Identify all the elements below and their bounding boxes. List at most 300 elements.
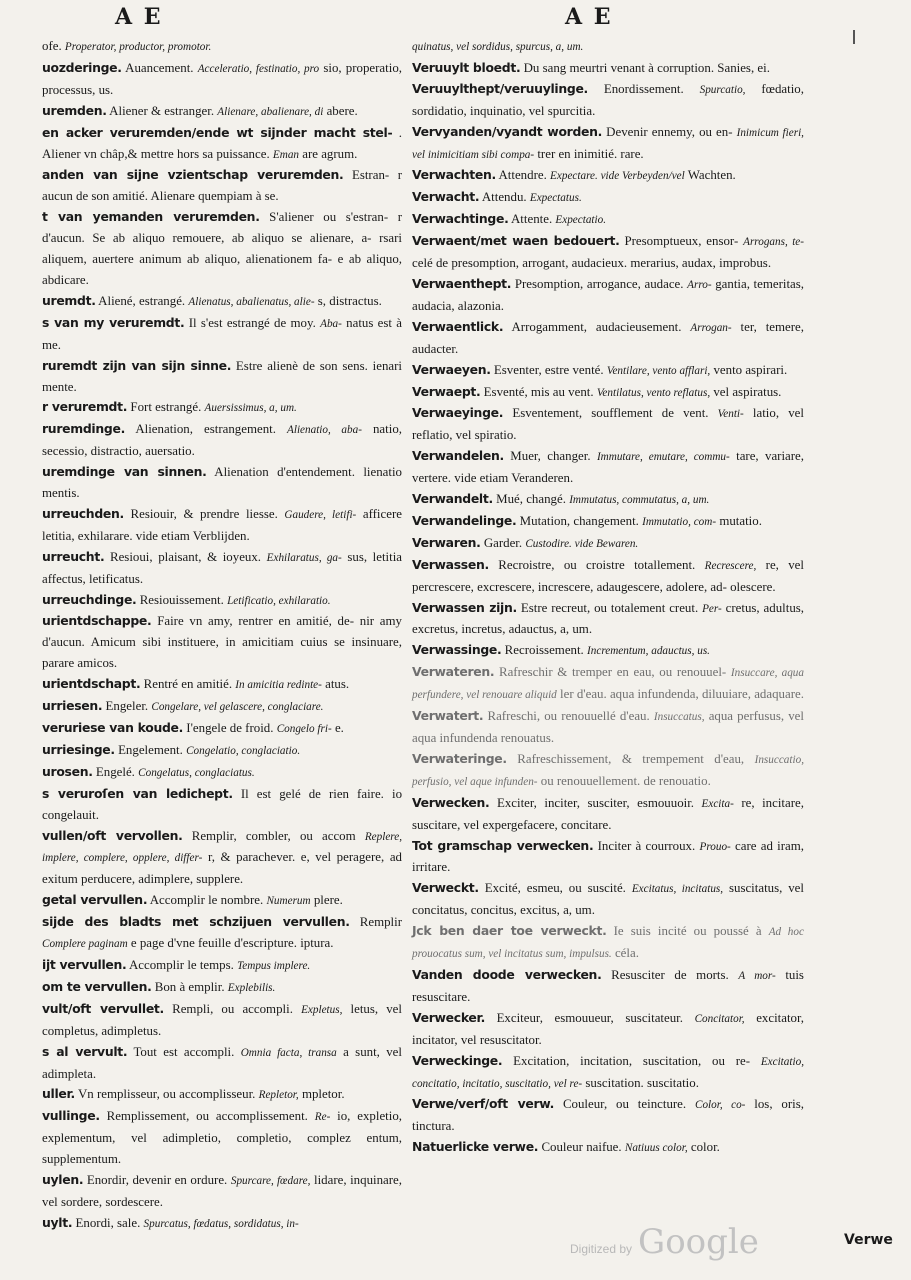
latin-gloss: Alienare, abalienare, di: [217, 105, 324, 118]
headword: urriesen.: [42, 698, 103, 714]
latin-gloss: Ad hoc prouocatus sum, vel incitatus sum, impulsus.: [412, 926, 804, 961]
continuation: vento aspirari.: [713, 362, 788, 377]
dictionary-entry: [42, 313, 402, 356]
continuation: excitator, incitator, vel resuscitator.: [412, 1010, 804, 1047]
headword: vult/oft vervullet.: [42, 1000, 164, 1016]
french-gloss: Mué, changé.: [496, 492, 566, 507]
latin-gloss: Alienatus, abalienatus, alie-: [188, 295, 315, 308]
continuation: trer en inimitié.: [537, 146, 618, 161]
continuation: suscitatio.: [647, 1075, 699, 1090]
dictionary-entry: [42, 1170, 402, 1213]
french-gloss: Arrogamment, audacieusement.: [511, 319, 682, 334]
headword: Verweckinge.: [412, 1052, 503, 1068]
dictionary-entry: [412, 662, 804, 706]
headword: urientdschappe.: [42, 613, 152, 629]
french-gloss: S'aliener ou s'estran-: [269, 210, 389, 225]
latin-gloss: Custodire. vide Bewaren.: [525, 537, 639, 550]
french-gloss: Rafreschir & tremper en eau, ou renouuel-: [498, 665, 727, 680]
continuation: e, vel peragere, ad exitum perducere, adimplere, supplere.: [42, 850, 402, 887]
dictionary-entry: [412, 640, 804, 662]
french-gloss: Exciteur, esmouueur, suscitateur.: [496, 1010, 683, 1025]
continuation: e page d'vne feuille d'escripture.: [130, 936, 297, 951]
latin-gloss: Expectatio.: [555, 214, 607, 227]
dictionary-entry: [412, 231, 804, 274]
headword: Verwe/verf/oft verw.: [412, 1096, 555, 1112]
continuation: afficere letitia, exhilarare. vide etiam Verblijden.: [42, 506, 402, 543]
continuation: plere.: [313, 893, 343, 908]
dictionary-entry: [42, 718, 402, 740]
continuation: céla.: [614, 946, 639, 961]
continuation: gantia, temeritas, audacia, alazonia.: [412, 276, 805, 313]
headword: Vervyanden/vyandt worden.: [412, 123, 603, 139]
dictionary-entry: [42, 397, 402, 419]
right-column: [412, 36, 804, 1159]
latin-gloss: Acceleratio, festinatio, pro: [197, 62, 320, 75]
headword: sijde des bladts met schzijuen vervullen.: [42, 914, 350, 930]
french-gloss: Auancement.: [125, 60, 194, 75]
continuation: Wachten.: [687, 168, 736, 183]
french-gloss: Resiouissement.: [139, 592, 224, 607]
headword: Verwatert.: [412, 708, 484, 724]
headword: om te vervullen.: [42, 978, 152, 994]
continuation: mutatio.: [719, 513, 762, 528]
french-gloss: Fort estrangé.: [130, 400, 202, 415]
dictionary-entry: [42, 740, 402, 762]
continuation: r d'aucun. Se ab aliquo remouere, ab aliquo se alienare, a-: [42, 210, 402, 246]
latin-gloss: In amicitia redinte-: [235, 679, 322, 692]
french-gloss: Alienation d'entendement.: [214, 465, 355, 480]
headword: urosen.: [42, 763, 93, 779]
french-gloss: Engeler.: [105, 699, 149, 714]
continuation: merarius, audax, improbus.: [630, 256, 772, 271]
headword: urreuchdinge.: [42, 591, 137, 607]
latin-gloss: Re-: [314, 1111, 331, 1124]
dictionary-entry: [412, 382, 804, 404]
headword: uylt.: [42, 1214, 73, 1230]
dictionary-entry: [412, 489, 804, 511]
continuation: rare.: [620, 146, 644, 161]
headword: vullen/oft vervollen.: [42, 827, 183, 843]
continuation: cuius se insinuare, parare amicos.: [42, 635, 402, 671]
dictionary-entry: [42, 977, 402, 999]
dictionary-entry: [42, 826, 402, 891]
latin-gloss: quinatus, vel sordidus, spurcus, a, um.: [412, 41, 584, 53]
french-gloss: Rentré en amitié.: [143, 677, 233, 692]
continuation: care ad iram, irritare.: [412, 838, 804, 875]
headword: uller.: [42, 1086, 75, 1102]
french-gloss: Devenir ennemy, ou en-: [606, 124, 733, 139]
headword: uozderinge.: [42, 59, 122, 75]
french-gloss: Rafreschissement, & trempement d'eau,: [517, 751, 745, 766]
continuation: io, expletio, explementum, vel adimpletio, completio, complez: [42, 1109, 402, 1146]
latin-gloss: Incrementum, adauctus, us.: [587, 645, 710, 658]
dictionary-entry: [42, 207, 402, 291]
headword: Verwandelt.: [412, 491, 493, 507]
french-gloss: Vn remplisseur, ou accomplisseur.: [77, 1087, 256, 1102]
headword: Verwaept.: [412, 383, 481, 399]
continuation: e ab aliquo, abdicare.: [42, 252, 402, 287]
french-gloss: . Aliener vn châp,& mettre hors sa puissance.: [42, 125, 402, 161]
dictionary-entry: [412, 274, 804, 317]
dictionary-entry: [412, 836, 804, 879]
continuation: s, distractus.: [317, 293, 382, 308]
headword: uremdinge van sinnen.: [42, 464, 207, 480]
latin-gloss: Spurcare, fœdare,: [230, 1175, 311, 1188]
headword: Verwandelinge.: [412, 512, 517, 528]
french-gloss: Garder.: [483, 535, 523, 550]
latin-gloss: Gaudere, letifi-: [284, 508, 357, 521]
french-gloss: Estre recreut, ou totalement creut.: [520, 600, 699, 615]
continuation: tuis resuscitare.: [412, 967, 804, 1004]
headword: uremden.: [42, 102, 107, 118]
continuation: sus, letitia affectus, letificatus.: [42, 549, 403, 586]
latin-gloss: Excita-: [701, 797, 734, 810]
continuation: e.: [334, 721, 344, 735]
dictionary-entry: [42, 784, 402, 826]
latin-gloss: Explebilis.: [227, 981, 276, 994]
dictionary-entry: [42, 912, 402, 955]
running-head-right: A E: [565, 4, 613, 30]
dictionary-entry: [412, 58, 804, 79]
french-gloss: Couleur, ou teincture.: [562, 1097, 687, 1112]
french-gloss: Recroissement.: [504, 643, 584, 658]
continuation: ienari mente.: [42, 358, 402, 394]
latin-gloss: Color, co-: [695, 1099, 746, 1112]
latin-gloss: Tempus implere.: [237, 959, 311, 972]
headword: Verwaenthept.: [412, 275, 512, 291]
latin-gloss: A mor-: [738, 969, 776, 982]
continuation: are agrum.: [302, 146, 358, 161]
left-column: [42, 36, 402, 1235]
latin-gloss: Per-: [702, 602, 722, 615]
continuation: ler d'eau.: [560, 687, 607, 702]
french-gloss: Rempli, ou accompli.: [172, 1001, 293, 1016]
dictionary-entry: [42, 1042, 402, 1085]
continuation: rsari aliquem, auertere animum ab aliquo, alienationem fa-: [42, 231, 402, 267]
dictionary-entry: [42, 504, 402, 547]
dictionary-entry: [412, 511, 804, 533]
latin-gloss: Numerum: [266, 895, 311, 908]
continuation: vel aspiratus.: [713, 384, 782, 399]
headword: urriesinge.: [42, 741, 115, 757]
dictionary-entry: [412, 165, 804, 187]
running-head-left: A E: [115, 4, 163, 30]
headword: urientdschapt.: [42, 676, 141, 692]
headword: s veruroſen van ledichept.: [42, 785, 233, 801]
continuation: aqua perfusus, vel aqua infundenda renouatus.: [412, 709, 804, 745]
french-gloss: Engelement.: [118, 742, 183, 757]
dictionary-entry: [42, 101, 402, 123]
headword: Verwassen zijn.: [412, 599, 517, 615]
dictionary-entry: [412, 793, 804, 836]
latin-gloss: Insuccatio, perfusio, vel aque infunden-: [412, 753, 804, 788]
headword: Verwassen.: [412, 556, 489, 572]
continuation: nir amy d'aucun. Amicum sibi instituere, in amicitiam: [42, 614, 402, 650]
dictionary-entry: [412, 360, 804, 382]
continuation: iptura.: [300, 936, 334, 951]
headword: Tot gramschap verwecken.: [412, 837, 594, 853]
french-gloss: Presomption, arrogance, audace.: [514, 276, 684, 291]
headword: Jck ben daer toe verweckt.: [412, 923, 607, 939]
headword: en acker veruremden/ende wt sijnder macht stel-: [42, 124, 393, 140]
headword: Verweckt.: [412, 880, 479, 896]
dictionary-entry: [42, 1213, 402, 1235]
headword: Verwacht.: [412, 189, 480, 205]
headword: urreucht.: [42, 548, 105, 564]
continuation: io congelauit.: [42, 786, 403, 822]
dictionary-entry: [42, 1106, 402, 1170]
french-gloss: Enordi, sale.: [75, 1215, 141, 1230]
french-gloss: Accomplir le temps.: [128, 957, 234, 972]
french-gloss: Excitation, incitation, suscitation, ou re-: [513, 1053, 750, 1068]
continuation: fœdatio, sordidatio, inquinatio, vel spurcitia.: [412, 81, 804, 118]
french-gloss: Remplir: [359, 915, 402, 930]
dictionary-entry: [42, 462, 402, 504]
french-gloss: Exciter, inciter, susciter, esmouuoir.: [496, 795, 695, 810]
headword: uylen.: [42, 1172, 84, 1188]
latin-gloss: Eman: [272, 148, 300, 161]
headword: Verwaren.: [412, 534, 481, 550]
continuation: color.: [690, 1140, 720, 1155]
dictionary-entry: [412, 921, 804, 965]
latin-gloss: Excitatio, concitatio, incitatio, suscitatio, vel re-: [412, 1055, 804, 1090]
french-gloss: Faire vn amy, rentrer en amitié, de-: [157, 614, 354, 629]
dictionary-entry: [42, 419, 402, 462]
headword: urreuchden.: [42, 505, 124, 521]
latin-gloss: Arrogan-: [690, 321, 732, 334]
continuation: mpletor.: [301, 1087, 345, 1102]
french-gloss: Aliené, estrangé.: [98, 293, 186, 308]
dictionary-entry: [412, 403, 804, 446]
google-logo-text: Google: [638, 1222, 759, 1262]
latin-gloss: Venti-: [717, 408, 744, 421]
french-gloss: Tout est accompli.: [133, 1044, 235, 1059]
headword: Vanden doode verwecken.: [412, 966, 602, 982]
continuation: lienatio mentis.: [42, 465, 402, 501]
continuation: natus est à me.: [42, 315, 402, 352]
french-gloss: Couleur naifue.: [541, 1140, 622, 1155]
dictionary-entry: [42, 123, 402, 166]
latin-gloss: Letificatio, exhilaratio.: [227, 594, 331, 607]
latin-gloss: Congelatus, conglaciatus.: [138, 766, 255, 779]
headword: getal vervullen.: [42, 892, 148, 908]
latin-gloss: Spurcatus, fœdatus, sordidatus, in-: [143, 1217, 299, 1230]
latin-gloss: Inimicum fieri, vel inimicitiam sibi compa-: [412, 126, 804, 161]
headword: s van my veruremdt.: [42, 314, 185, 330]
latin-gloss: Recrescere,: [704, 559, 757, 572]
french-gloss: Enordir, devenir en ordure.: [86, 1173, 228, 1188]
continuation: olescere.: [730, 579, 776, 594]
latin-gloss: Expletus,: [301, 1003, 343, 1016]
continuation: aqua infundenda, diluuiare, adaquare.: [609, 687, 804, 702]
french-gloss: Remplissement, ou accomplissement.: [106, 1109, 308, 1124]
french-gloss: Bon à emplir.: [154, 979, 225, 994]
dictionary-entry: [42, 674, 402, 696]
continuation: los, oris, tinctura.: [412, 1097, 804, 1134]
watermark-prefix: Digitized by: [570, 1242, 633, 1256]
french-gloss: Remplir, combler, ou accom: [191, 828, 356, 843]
french-gloss: ofe.: [42, 39, 62, 53]
headword: Verwaeyinge.: [412, 405, 504, 421]
latin-gloss: Prouo-: [699, 840, 731, 853]
headword: Verwachtinge.: [412, 211, 509, 227]
dictionary-entry: [42, 590, 402, 612]
headword: anden van sijne vzientschap veruremden.: [42, 167, 344, 183]
continuation: suscitation.: [585, 1075, 644, 1090]
dictionary-entry: [42, 356, 402, 398]
french-gloss: Resiouir, & prendre liesse.: [130, 506, 278, 521]
dictionary-entry: [42, 58, 402, 101]
dictionary-entry: [412, 706, 804, 749]
continuation: sio, properatio, processus, us.: [42, 60, 402, 97]
latin-gloss: Ventilatus, vento reflatus,: [596, 386, 711, 399]
latin-gloss: Arrogans, te-: [743, 236, 804, 249]
latin-gloss: Ventilare, vento afflari,: [606, 364, 711, 377]
french-gloss: Il est gelé de rien faire.: [240, 786, 384, 801]
headword: Verwassinge.: [412, 642, 502, 658]
headword: Verwaentlick.: [412, 318, 504, 334]
dictionary-entry: [412, 317, 804, 360]
catchword: Verwe: [844, 1232, 893, 1248]
continuation: r, & parachever.: [207, 850, 296, 865]
dictionary-entry: [42, 955, 402, 977]
latin-gloss: Aba-: [320, 317, 342, 330]
latin-gloss: Natiuus color,: [624, 1142, 688, 1155]
latin-gloss: Congelare, vel gelascere, conglaciare.: [151, 701, 324, 714]
continuation: de renouatio.: [643, 773, 711, 788]
continuation: cretus, adultus, excretus, incretus, adauctus, a, um.: [412, 600, 805, 637]
dictionary-entry: [42, 890, 402, 912]
french-gloss: Esventé, mis au vent.: [483, 384, 594, 399]
digitized-watermark: [570, 1222, 759, 1262]
dictionary-entry: [42, 547, 402, 590]
french-gloss: Attendu.: [481, 190, 527, 205]
latin-gloss: Replere, implere, complere, opplere, differ-: [42, 830, 402, 865]
headword: ijt vervullen.: [42, 956, 127, 972]
dictionary-entry: [42, 36, 402, 58]
latin-gloss: Alienatio, aba-: [287, 424, 362, 437]
dictionary-entry: [412, 749, 804, 793]
continuation: re, vel percrescere, excrescere, increscere, adaugescere, adolere, ad-: [412, 557, 804, 594]
latin-gloss: Arro-: [687, 278, 712, 291]
continuation: re, incitare, suscitare, vel expergefacere, concitare.: [412, 795, 804, 832]
dictionary-entry: [412, 36, 804, 58]
french-gloss: Muer, changer.: [510, 449, 591, 464]
continuation: lidare, inquinare, vel sordere, sordescere.: [42, 1173, 403, 1209]
french-gloss: Attendre.: [498, 168, 547, 183]
continuation: natio, secessio, distractio, auersatio.: [42, 422, 402, 459]
headword: Verwandelen.: [412, 448, 504, 464]
latin-gloss: Immutatus, commutatus, a, um.: [569, 494, 710, 507]
headword: Verwecker.: [412, 1009, 485, 1025]
headword: Verwateren.: [412, 664, 495, 680]
dictionary-entry: [42, 762, 402, 784]
headword: Verwaeyen.: [412, 361, 491, 377]
french-gloss: Ie suis incité ou poussé à: [613, 924, 762, 939]
dictionary-entry: [412, 446, 804, 489]
continuation: atus.: [325, 677, 350, 692]
latin-gloss: Spurcatio,: [699, 83, 746, 96]
french-gloss: I'engele de froid.: [186, 721, 274, 735]
headword: vullinge.: [42, 1108, 100, 1124]
headword: ruremdinge.: [42, 421, 125, 437]
french-gloss: Resioui, plaisant, & ioyeux.: [109, 549, 262, 564]
dictionary-entry: [412, 533, 804, 555]
latin-gloss: Congelatio, conglaciatio.: [186, 744, 301, 757]
headword: Natuerlicke verwe.: [412, 1139, 539, 1155]
dictionary-entry: [42, 611, 402, 674]
continuation: celé de presomption, arrogant, audacieux.: [412, 256, 628, 271]
french-gloss: Estre alienè de son sens.: [235, 358, 368, 373]
latin-gloss: Congelo fri-: [276, 723, 332, 735]
dictionary-entry: [42, 1084, 402, 1106]
latin-gloss: Immutare, emutare, commu-: [596, 451, 730, 464]
latin-gloss: Omnia facta, transa: [240, 1046, 337, 1059]
continuation: tare, variare, vertere. vide etiam Veranderen.: [412, 449, 804, 486]
dictionary-entry: [412, 1051, 804, 1095]
latin-gloss: Auersissimus, a, um.: [204, 402, 297, 415]
latin-gloss: Immutatio, com-: [642, 515, 717, 528]
french-gloss: Recroistre, ou croistre totallement.: [498, 557, 696, 572]
continuation: abere.: [326, 103, 358, 118]
headword: t van yemanden veruremden.: [42, 209, 260, 225]
latin-gloss: Concitator,: [694, 1012, 745, 1025]
french-gloss: Rafreschi, ou renouuellé d'eau.: [487, 709, 650, 724]
continuation: ter, temere, audacter.: [412, 319, 805, 356]
french-gloss: Resusciter de morts.: [611, 967, 729, 982]
latin-gloss: Repletor,: [258, 1089, 299, 1102]
continuation: ou renouuellement.: [540, 773, 641, 788]
headword: Veruuylt bloedt.: [412, 59, 521, 75]
headword: Verwecken.: [412, 794, 490, 810]
latin-gloss: Expectatus.: [529, 192, 582, 205]
continuation: letus, vel completus, adimpletus.: [42, 1001, 402, 1038]
dictionary-entry: [412, 1008, 804, 1051]
latin-gloss: Excitatus, incitatus,: [631, 883, 724, 896]
continuation: entum, supplementum.: [42, 1131, 402, 1167]
dictionary-entry: [412, 598, 804, 641]
headword: uremdt.: [42, 292, 96, 308]
headword: ruremdt zijn van sijn sinne.: [42, 357, 232, 373]
dictionary-entry: [412, 1094, 804, 1137]
french-gloss: Accomplir le nombre.: [149, 893, 264, 908]
latin-gloss: Complere paginam: [42, 938, 128, 951]
dictionary-entry: [412, 1137, 804, 1159]
dictionary-entry: [42, 999, 402, 1042]
french-gloss: Presomptueux, ensor-: [624, 234, 739, 249]
continuation: r aucun de son amitié. Alienare quempiam à se.: [42, 168, 402, 204]
french-gloss: Estran-: [351, 168, 390, 183]
continuation: a sunt, vel adimpleta.: [42, 1044, 402, 1081]
french-gloss: Esventement, soufflement de vent.: [512, 406, 709, 421]
dictionary-entry: [412, 555, 804, 598]
latin-gloss: Insuccatus,: [653, 711, 705, 724]
headword: Verwaent/met waen bedouert.: [412, 233, 620, 249]
dictionary-entry: [412, 79, 804, 122]
continuation: latio, vel reflatio, vel spiratio.: [412, 406, 804, 443]
headword: veruriese van koude.: [42, 720, 184, 735]
dictionary-entry: [42, 291, 402, 313]
headword: Veruuylthept/veruuylinge.: [412, 80, 588, 96]
latin-gloss: Properator, productor, promotor.: [64, 41, 212, 53]
french-gloss: Excité, esmeu, ou suscité.: [484, 881, 626, 896]
french-gloss: Attente.: [511, 212, 553, 227]
latin-gloss: Insuccare, aqua perfundere, vel renouare aliquid: [412, 667, 804, 702]
french-gloss: Enordissement.: [603, 81, 684, 96]
headword: Verwachten.: [412, 167, 496, 183]
dictionary-entry: [42, 696, 402, 718]
headword: s al vervult.: [42, 1043, 128, 1059]
